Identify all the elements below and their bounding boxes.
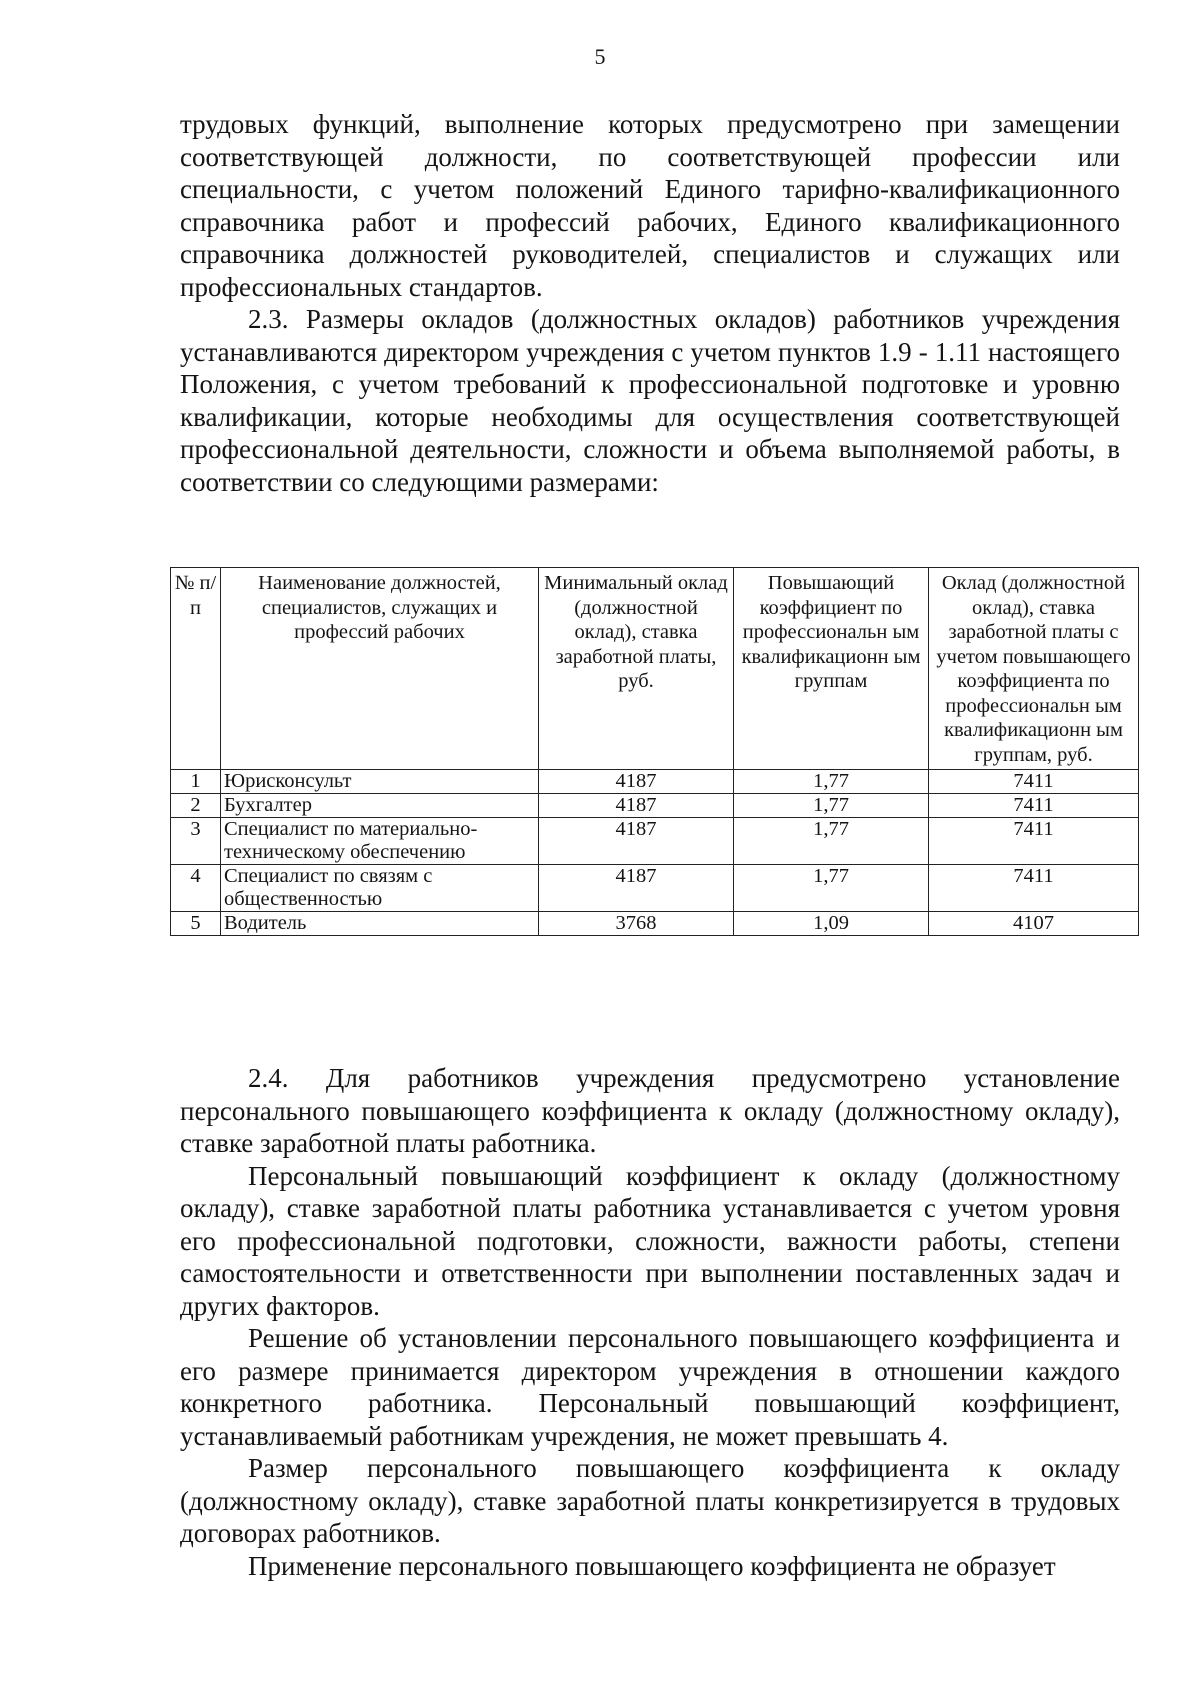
row-salary: 7411 <box>929 865 1139 912</box>
row-min-salary: 3768 <box>539 912 734 936</box>
row-position: Бухгалтер <box>221 794 539 818</box>
row-min-salary: 4187 <box>539 770 734 794</box>
table-row <box>171 818 1139 865</box>
intro-paragraph: трудовых функций, выполнение которых предусмотрено при замещении соответствующей должности, по соответствующей профессии или специальности, с учетом положений Единого тарифно-квалификационного справочника работ и профессий рабочих, Единого квалификационного справочника должностей руководителей, специалистов и служащих или профессиональных стандартов. <box>180 109 1120 302</box>
table-row <box>171 770 1139 794</box>
row-coefficient: 1,77 <box>734 865 929 912</box>
row-number: 1 <box>171 770 221 794</box>
row-number: 5 <box>171 912 221 936</box>
table-header-row <box>171 568 1139 770</box>
row-number: 3 <box>171 818 221 865</box>
row-number: 4 <box>171 865 221 912</box>
header-min-salary: Минимальный оклад (должностной оклад), ставка заработной платы, руб. <box>539 568 734 770</box>
row-coefficient: 1,77 <box>734 818 929 865</box>
header-coefficient: Повышающий коэффициент по профессиональн ым квалификационн ым группам <box>734 568 929 770</box>
header-position: Наименование должностей, специалистов, служащих и профессий рабочих <box>221 568 539 770</box>
row-coefficient: 1,09 <box>734 912 929 936</box>
intro-paragraph-block <box>180 108 1120 498</box>
row-position: Специалист по материально-техническому обеспечению <box>221 818 539 865</box>
size-paragraph: Размер персонального повышающего коэффициента к окладу (должностному окладу), ставке заработной платы конкретизируется в трудовых договорах работников. <box>180 1453 1120 1548</box>
salary-table <box>170 567 1139 936</box>
table-row <box>171 794 1139 818</box>
row-number: 2 <box>171 794 221 818</box>
row-salary: 7411 <box>929 818 1139 865</box>
decision-paragraph: Решение об установлении персонального повышающего коэффициента и его размере принимается директором учреждения в отношении каждого конкретного работника. Персональный повышающий коэффициент, устанавливаемый работникам учреждения, не может превышать 4. <box>180 1323 1120 1451</box>
row-salary: 4107 <box>929 912 1139 936</box>
header-number: № п/п <box>171 568 221 770</box>
row-min-salary: 4187 <box>539 865 734 912</box>
page-number: 5 <box>594 44 606 69</box>
section-2-4-paragraph: 2.4. Для работников учреждения предусмотрено установление персонального повышающего коэффициента к окладу (должностному окладу), ставке заработной платы работника. <box>180 1063 1120 1158</box>
section-2-4-block <box>180 1062 1120 1582</box>
row-salary: 7411 <box>929 770 1139 794</box>
row-position: Водитель <box>221 912 539 936</box>
row-coefficient: 1,77 <box>734 794 929 818</box>
row-position: Специалист по связям с общественностью <box>221 865 539 912</box>
table-row <box>171 912 1139 936</box>
table-row <box>171 865 1139 912</box>
row-position: Юрисконсульт <box>221 770 539 794</box>
personal-coefficient-paragraph: Персональный повышающий коэффициент к окладу (должностному окладу), ставке заработной платы работника устанавливается с учетом уровня его профессиональной подготовки, сложности, важности работы, степени самостоятельности и ответственности при выполнении поставленных задач и других факторов. <box>180 1160 1120 1321</box>
section-2-3-paragraph: 2.3. Размеры окладов (должностных окладов) работников учреждения устанавливаются директором учреждения с учетом пунктов 1.9 - 1.11 настоящего Положения, с учетом требований к профессиональной подготовке и уровню квалификации, которые необходимы для осуществления соответствующей профессиональной деятельности, сложности и объема выполняемой работы, в соответствии со следующими размерами: <box>180 304 1120 497</box>
row-min-salary: 4187 <box>539 818 734 865</box>
row-salary: 7411 <box>929 794 1139 818</box>
row-min-salary: 4187 <box>539 794 734 818</box>
header-salary: Оклад (должностной оклад), ставка заработной платы с учетом повышающего коэффициента по профессиональн ым квалификационн ым группам, руб. <box>929 568 1139 770</box>
row-coefficient: 1,77 <box>734 770 929 794</box>
application-paragraph: Применение персонального повышающего коэффициента не образует <box>248 1550 1056 1581</box>
